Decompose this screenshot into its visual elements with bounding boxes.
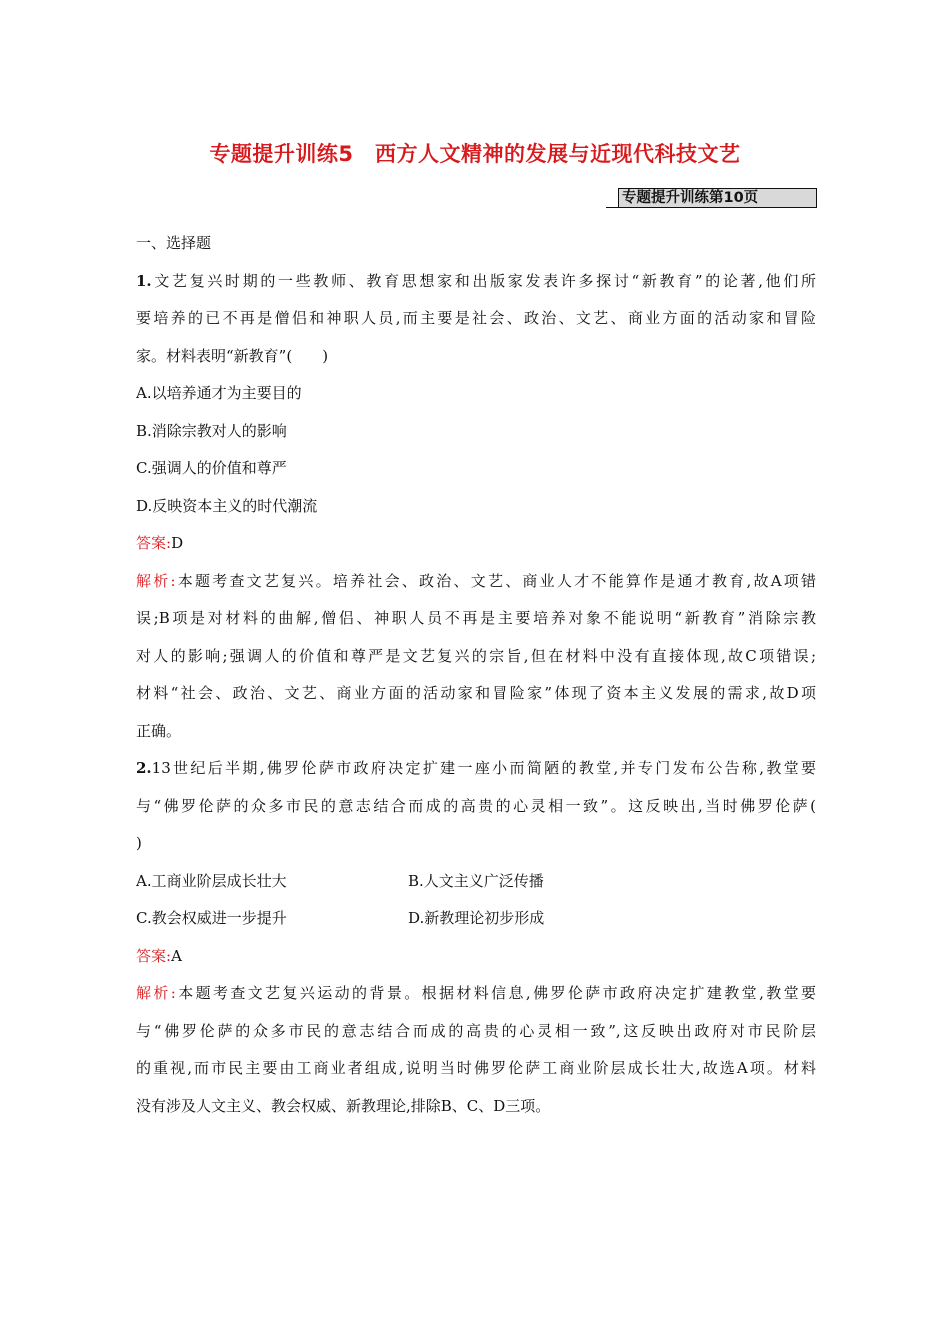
analysis-line: 没有涉及人文主义、教会权威、新教理论,排除B、C、D三项。 [136, 1096, 551, 1115]
question-1 [136, 263, 816, 751]
analysis-text: 本题考查文艺复兴。培养社会、政治、文艺、商业人才不能算作是通才教育,故A项错 [175, 571, 816, 590]
document-body [136, 225, 816, 1125]
question-stem-line: ) [136, 834, 142, 852]
answer-value: D [171, 534, 184, 552]
option-a: A.工商业阶层成长壮大 [136, 871, 287, 890]
page-tag [606, 188, 814, 208]
analysis-line: 正确。 [136, 721, 182, 740]
question-stem-line [136, 750, 816, 788]
section-heading: 一、选择题 [136, 234, 212, 252]
question-number: 2. [136, 759, 152, 777]
analysis-line: 的重视,而市民主要由工商业者组成,说明当时佛罗伦萨工商业阶层成长壮大,故选A项。材料 [136, 1059, 816, 1077]
option-row [136, 900, 816, 938]
analysis-line: 误;B项是对材料的曲解,僧侣、神职人员不再是主要培养对象不能说明“新教育”消除宗教 [136, 609, 816, 627]
page-title: 专题提升训练5 西方人文精神的发展与近现代科技文艺 [209, 142, 741, 166]
page-tag-label: 专题提升训练第10页 [618, 188, 817, 208]
analysis-text: 本题考查文艺复兴运动的背景。根据材料信息,佛罗伦萨市政府决定扩建教堂,教堂要 [175, 984, 816, 1002]
analysis-label: 解析: [136, 984, 176, 1002]
question-2 [136, 750, 816, 1125]
analysis-line: 材料“社会、政治、文艺、商业方面的活动家和冒险家”体现了资本主义发展的需求,故D项 [136, 684, 816, 702]
question-stem-line [136, 263, 816, 301]
option-d: D.反映资本主义的时代潮流 [136, 496, 318, 515]
option-b: B.人文主义广泛传播 [408, 871, 544, 890]
analysis-line [136, 975, 816, 1013]
stem-text: 文艺复兴时期的一些教师、教育思想家和出版家发表许多探讨“新教育”的论著,他们所 [151, 271, 816, 290]
answer-value: A [171, 946, 182, 965]
option-b: B.消除宗教对人的影响 [136, 421, 287, 440]
option-d: D.新教理论初步形成 [408, 909, 545, 927]
option-c: C.教会权威进一步提升 [136, 909, 287, 927]
analysis-line: 与“佛罗伦萨的众多市民的意志结合而成的高贵的心灵相一致”,这反映出政府对市民阶层 [136, 1021, 816, 1040]
stem-text: 13世纪后半期,佛罗伦萨市政府决定扩建一座小而简陋的教堂,并专门发布公告称,教堂要 [151, 759, 816, 777]
option-row [136, 863, 816, 901]
question-number: 1. [136, 271, 152, 290]
answer-line [136, 938, 816, 976]
analysis-line: 对人的影响;强调人的价值和尊严是文艺复兴的宗旨,但在材料中没有直接体现,故C项错误; [136, 646, 816, 665]
question-stem-line: 要培养的已不再是僧侣和神职人员,而主要是社会、政治、文艺、商业方面的活动家和冒险 [136, 309, 816, 327]
question-stem-line: 家。材料表明“新教育”( ) [136, 346, 329, 365]
option-c: C.强调人的价值和尊严 [136, 459, 287, 477]
answer-line [136, 525, 816, 563]
answer-label: 答案: [136, 534, 172, 552]
analysis-label: 解析: [136, 571, 176, 590]
option-a: A.以培养通才为主要目的 [136, 384, 302, 402]
question-stem-line: 与“佛罗伦萨的众多市民的意志结合而成的高贵的心灵相一致”。这反映出,当时佛罗伦萨( [136, 796, 816, 815]
analysis-line [136, 563, 816, 601]
answer-label: 答案: [136, 946, 172, 965]
